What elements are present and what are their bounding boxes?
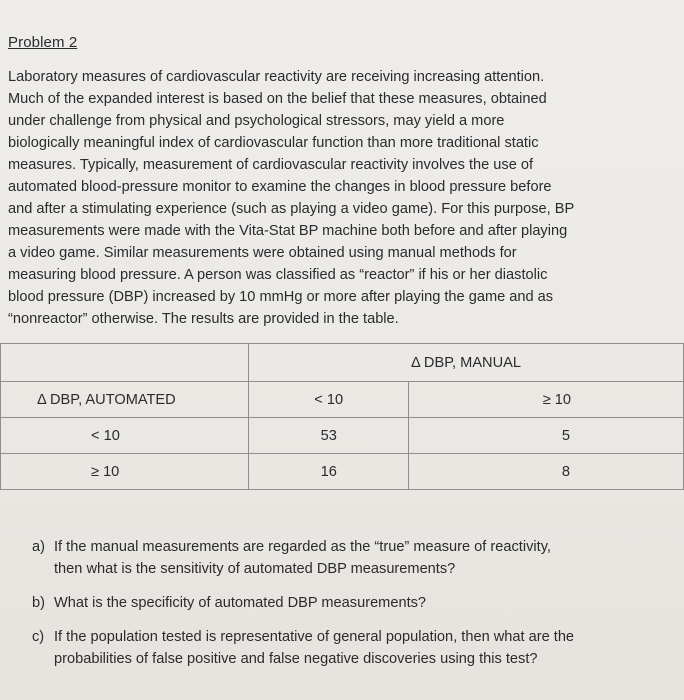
intro-line: under challenge from physical and psychological stressors, may yield a more (8, 113, 505, 129)
problem-title: Problem 2 (8, 34, 78, 51)
table-cell: 8 (409, 454, 684, 490)
intro-line: measures. Typically, measurement of cardiovascular reactivity involves the use of (8, 157, 534, 173)
question-marker: a) (32, 539, 45, 555)
table-cell: 5 (409, 418, 684, 454)
table-row (1, 454, 684, 490)
intro-line: Much of the expanded interest is based on the belief that these measures, obtained (8, 91, 547, 107)
question-marker: b) (32, 595, 45, 611)
contingency-table (0, 343, 684, 490)
question-line: then what is the sensitivity of automated DBP measurements? (54, 561, 456, 577)
table-corner-cell (1, 344, 249, 382)
manual-header-cell: Δ DBP, MANUAL (248, 344, 683, 382)
table-subheader-row (1, 382, 684, 418)
manual-ge10-header: ≥ 10 (409, 382, 684, 418)
question-text (54, 626, 680, 670)
question-text (54, 536, 680, 580)
question-line: If the population tested is representative of general population, then what are the (54, 629, 575, 645)
question-item (32, 592, 680, 614)
table-row (1, 418, 684, 454)
automated-ge10-label: ≥ 10 (1, 454, 249, 490)
question-line: If the manual measurements are regarded as the “true” measure of reactivity, (54, 539, 551, 555)
intro-line: measurements were made with the Vita-Stat BP machine both before and after playing (8, 223, 568, 239)
intro-line: and after a stimulating experience (such as playing a video game). For this purpose, BP (8, 201, 575, 217)
question-line: probabilities of false positive and false negative discoveries using this test? (54, 651, 538, 667)
intro-line: a video game. Similar measurements were obtained using manual methods for (8, 245, 517, 261)
table-cell: 16 (248, 454, 409, 490)
question-item (32, 536, 680, 580)
automated-header-cell: Δ DBP, AUTOMATED (1, 382, 249, 418)
intro-line: biologically meaningful index of cardiovascular function than more traditional static (8, 135, 539, 151)
question-marker: c) (32, 629, 45, 645)
question-text (54, 592, 680, 614)
question-line: What is the specificity of automated DBP measurements? (54, 595, 427, 611)
intro-line: “nonreactor” otherwise. The results are provided in the table. (8, 311, 399, 327)
manual-lt10-header: < 10 (248, 382, 409, 418)
question-list (32, 536, 680, 670)
table-header-row (1, 344, 684, 382)
problem-intro-paragraph (8, 66, 680, 330)
question-item (32, 626, 680, 670)
intro-line: blood pressure (DBP) increased by 10 mmHg or more after playing the game and as (8, 289, 554, 305)
intro-line: Laboratory measures of cardiovascular reactivity are receiving increasing attention. (8, 69, 545, 85)
table-cell: 53 (248, 418, 409, 454)
automated-lt10-label: < 10 (1, 418, 249, 454)
intro-line: measuring blood pressure. A person was classified as “reactor” if his or her diastolic (8, 267, 548, 283)
intro-line: automated blood-pressure monitor to examine the changes in blood pressure before (8, 179, 552, 195)
